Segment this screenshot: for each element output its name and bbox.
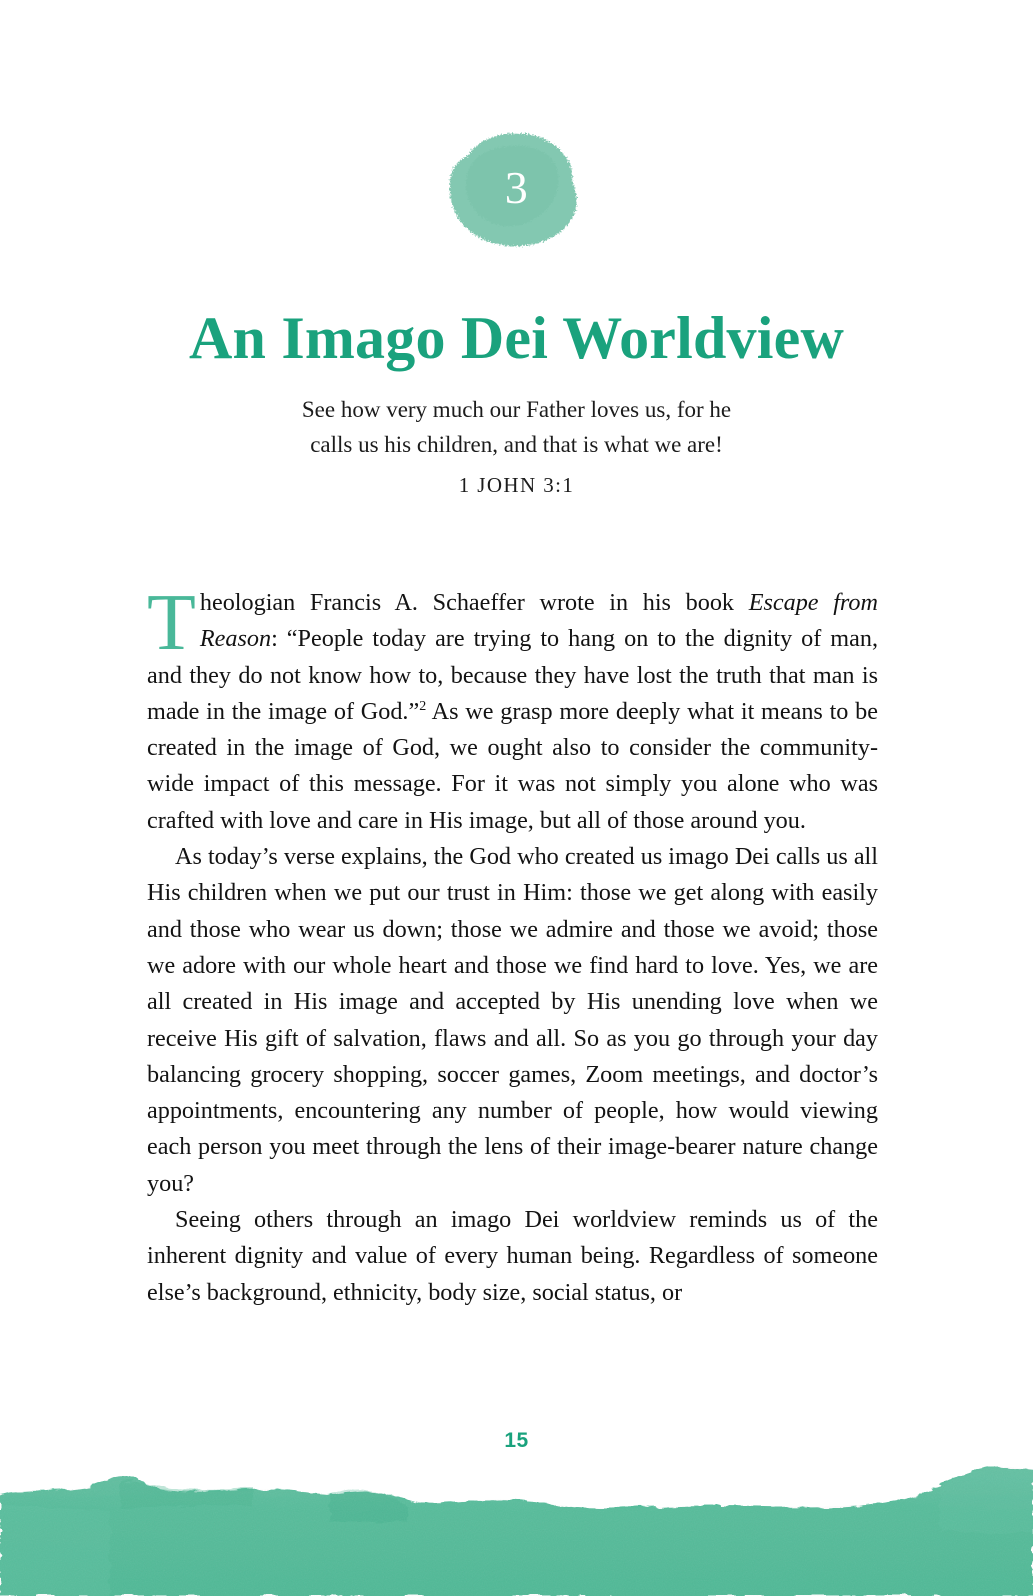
- watercolor-band-icon: [0, 1436, 1033, 1596]
- chapter-number-blob-container: [0, 128, 1033, 258]
- paragraph-1: [147, 579, 878, 839]
- chapter-title: An Imago Dei Worldview: [189, 305, 844, 372]
- epigraph: [237, 392, 797, 499]
- paragraph-1-part-2: : “People today are trying to hang on to the dignity of man, and they do not know how to, because they have lost the truth that man is made in the image of God.”: [147, 625, 878, 725]
- book-title-italic: Escape from Reason: [199, 589, 878, 653]
- chapter-number-blob: [443, 128, 591, 250]
- paragraph-3: Seeing others through an imago Dei worldview reminds us of the inherent dignity and value of every human being. Regardless of someone else’s background, ethnicity, body size, social status, or: [147, 1206, 878, 1306]
- epigraph-line-1: See how very much our Father loves us, for he: [301, 397, 732, 422]
- paragraph-1-part-1: heologian Francis A. Schaeffer wrote in his book: [199, 589, 749, 616]
- paragraph-1-part-3: As we grasp more deeply what it means to be created in the image of God, we ought also to consider the community-wide impact of this message. For it was not simply you alone who was crafted with love and care in His image, but all of those around you.: [147, 697, 878, 834]
- footnote-marker: 2: [419, 698, 427, 714]
- body-text: [147, 579, 878, 1311]
- footer-watercolor-band: [0, 1436, 1033, 1596]
- epigraph-reference: 1 JOHN 3:1: [458, 473, 575, 497]
- chapter-number: 3: [504, 162, 529, 213]
- epigraph-line-2: calls us his children, and that is what we are!: [310, 432, 723, 457]
- page-number: 15: [504, 1429, 529, 1452]
- paragraph-2: As today’s verse explains, the God who created us imago Dei calls us all His children when we put our trust in Him: those we get along with easily and those who wear us down; those we admire and those we avoid; those we adore with our whole heart and those we find hard to love. Yes, we are all created in His image and accepted by His unending love when we receive His gift of salvation, flaws and all. So as you go through your day balancing grocery shopping, soccer games, Zoom meetings, and doctor’s appointments, encountering any number of people, how would viewing each person you meet through the lens of their image-bearer nature change you?: [147, 843, 878, 1197]
- drop-cap: T: [147, 579, 196, 667]
